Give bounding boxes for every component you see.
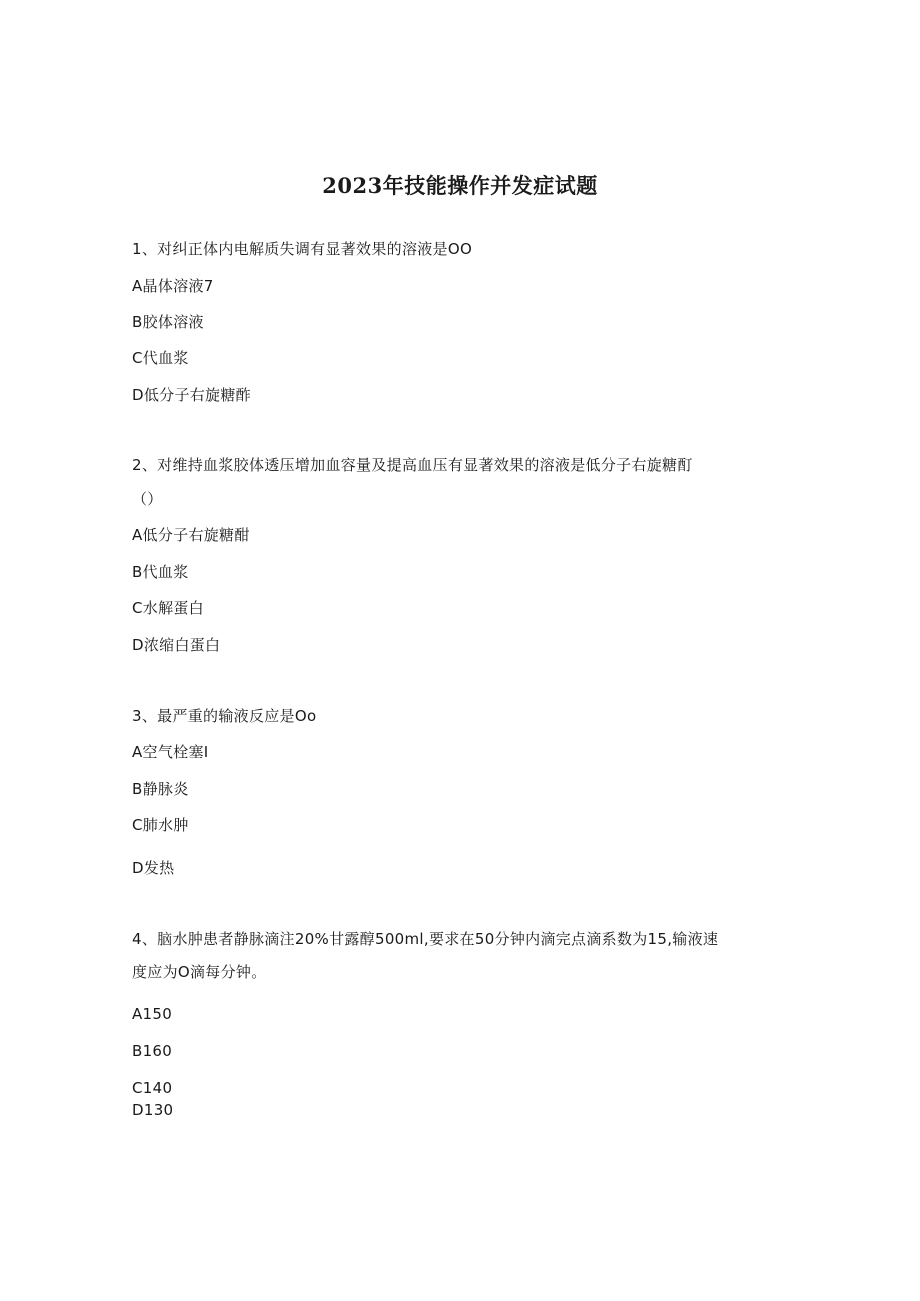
question-4-stem-line1: 4、脑水肿患者静脉滴注20%甘露醇500ml,要求在50分钟内滴完点滴系数为15,输液速	[132, 930, 719, 948]
question-2-option-c: C水解蛋白	[132, 599, 204, 617]
question-3-option-d: D发热	[132, 859, 175, 877]
question-2-option-b: B代血浆	[132, 563, 189, 581]
question-4-option-c: C140	[132, 1079, 173, 1097]
question-2-stem-line1: 2、对维持血浆胶体透压增加血容量及提高血压有显著效果的溶液是低分子右旋糖酊	[132, 456, 693, 474]
question-4-option-a: A150	[132, 1005, 173, 1023]
question-2-option-d: D浓缩白蛋白	[132, 636, 221, 654]
question-1-option-c: C代血浆	[132, 349, 189, 367]
question-3-option-a: A空气栓塞I	[132, 743, 209, 761]
question-3-option-c: C肺水肿	[132, 816, 189, 834]
question-4-option-d: D130	[132, 1101, 174, 1119]
question-3-stem: 3、最严重的输液反应是Oo	[132, 707, 317, 725]
question-3-option-b: B静脉炎	[132, 780, 189, 798]
question-1-option-a: A晶体溶液7	[132, 277, 214, 295]
question-2-option-a: A低分子右旋糖酣	[132, 526, 250, 544]
page-title: 2023年技能操作并发症试题	[322, 173, 598, 198]
question-2-stem-line2: （）	[132, 490, 163, 508]
question-1-option-b: B胶体溶液	[132, 313, 204, 331]
question-1-option-d: D低分子右旋糖酢	[132, 386, 251, 404]
question-4-stem-line2: 度应为O滴每分钟。	[132, 963, 267, 981]
question-1-stem: 1、对纠正体内电解质失调有显著效果的溶液是OO	[132, 240, 473, 258]
question-4-option-b: B160	[132, 1042, 173, 1060]
